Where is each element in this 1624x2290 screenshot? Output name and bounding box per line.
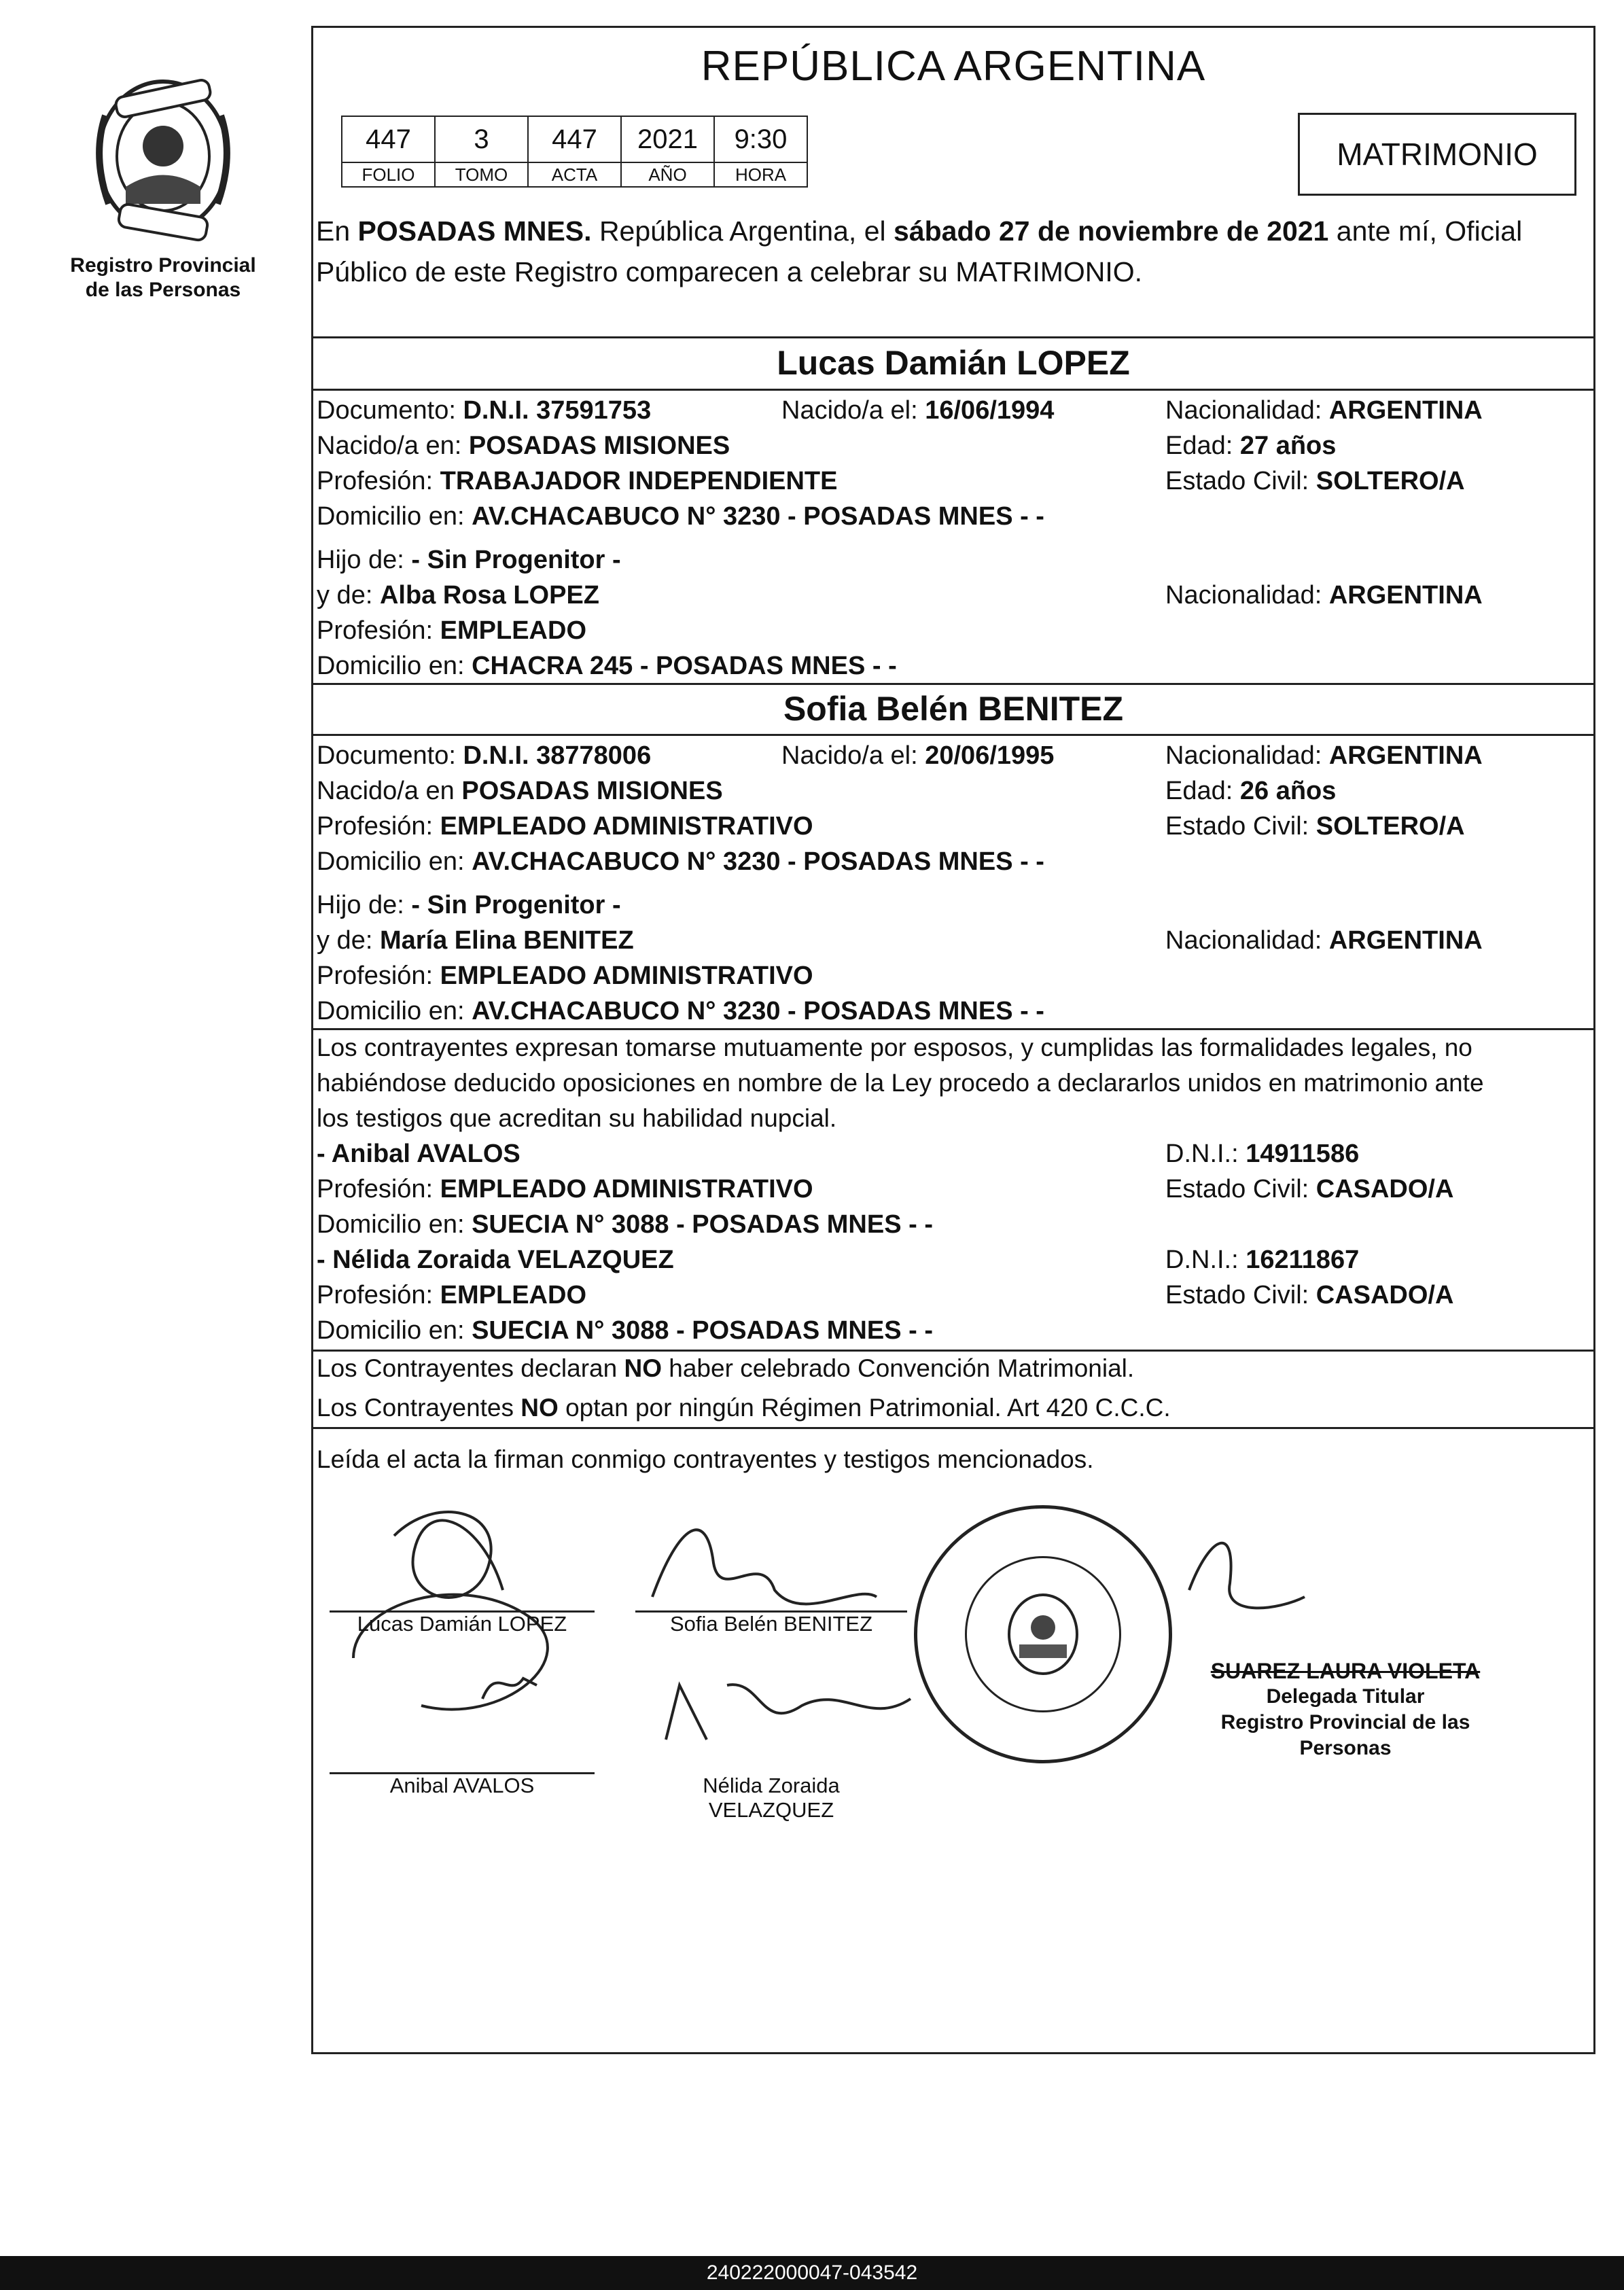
label: Domicilio en: <box>317 1210 472 1239</box>
spouse2-prof <box>317 809 813 844</box>
spouse1-parent2 <box>317 578 599 613</box>
spouse1-name: Lucas Damián LOPEZ <box>777 344 1130 382</box>
registry-name: Registro Provincial de las Personas <box>70 254 256 301</box>
value: EMPLEADO ADMINISTRATIVO <box>440 962 813 990</box>
spouse2-nat <box>1165 738 1483 773</box>
value: AV.CHACABUCO N° 3230 - POSADAS MNES - - <box>472 847 1044 876</box>
year-label: AÑO <box>621 162 714 187</box>
witness1-prof <box>317 1172 813 1207</box>
value: 27 años <box>1239 431 1337 460</box>
official-name: SUAREZ LAURA VIOLETA <box>1210 1659 1481 1683</box>
value: CHACRA 245 - POSADAS MNES - - <box>472 652 897 680</box>
label: Nacido/a en: <box>317 431 469 460</box>
document-code-bar: 240222000047-043542 <box>0 2256 1624 2290</box>
value: EMPLEADO <box>440 1281 587 1309</box>
province-seal-logo <box>78 68 248 245</box>
value: 26 años <box>1239 777 1337 805</box>
label: y de: <box>317 926 380 955</box>
label: Profesión: <box>317 962 440 990</box>
spouse1-born <box>781 393 1054 428</box>
label: y de: <box>317 581 380 610</box>
value: D.N.I. 37591753 <box>463 396 652 425</box>
spouse2-addr <box>317 844 1044 879</box>
text-bold: NO <box>624 1354 662 1382</box>
value: Alba Rosa LOPEZ <box>379 581 600 610</box>
value: SUECIA N° 3088 - POSADAS MNES - - <box>472 1316 933 1345</box>
label: Edad: <box>1165 777 1240 805</box>
acta-label: ACTA <box>528 162 621 187</box>
declaration-line: Los contrayentes expresan tomarse mutuamente por esposos, y cumplidas las formalidades legales, no <box>317 1034 1472 1061</box>
label: Profesión: <box>317 812 440 841</box>
value: ARGENTINA <box>1328 581 1483 610</box>
spouse1-civil <box>1165 463 1465 499</box>
intro-date: sábado 27 de noviembre de 2021 <box>894 215 1329 247</box>
label: Estado Civil: <box>1165 812 1316 841</box>
value: AV.CHACABUCO N° 3230 - POSADAS MNES - - <box>472 997 1044 1025</box>
hour-value: 9:30 <box>714 116 807 162</box>
value: - Nélida Zoraida VELAZQUEZ <box>317 1246 674 1274</box>
signature-witness2-label <box>635 1774 907 1822</box>
label: Domicilio en: <box>317 502 472 531</box>
folio-label: FOLIO <box>342 162 435 187</box>
value: SOLTERO/A <box>1316 467 1465 495</box>
value: 20/06/1995 <box>925 741 1055 770</box>
signature-spouse1-label: Lucas Damián LOPEZ <box>357 1612 567 1636</box>
folio-value: 447 <box>342 116 435 162</box>
handwritten-signatures <box>326 1481 1386 1821</box>
label: Nacionalidad: <box>1165 581 1329 610</box>
label: Nacionalidad: <box>1165 396 1329 425</box>
label: Domicilio en: <box>317 997 472 1025</box>
value: SUECIA N° 3088 - POSADAS MNES - - <box>472 1210 933 1239</box>
label: Documento: <box>317 396 463 425</box>
value: POSADAS MISIONES <box>461 777 723 805</box>
witness2-dni <box>1165 1242 1359 1278</box>
official-signature-block <box>1182 1658 1508 1761</box>
label: Profesión: <box>317 616 440 645</box>
official-role: Delegada Titular <box>1266 1685 1425 1708</box>
witness1-name <box>317 1136 520 1172</box>
intro-paragraph <box>316 211 1593 292</box>
intro-place: POSADAS MNES. <box>357 215 592 247</box>
divider <box>311 734 1595 736</box>
text: haber celebrado Convención Matrimonial. <box>662 1354 1135 1382</box>
spouse1-parent2-nat <box>1165 578 1483 613</box>
value: ARGENTINA <box>1328 926 1483 955</box>
signatures-intro: Leída el acta la firman conmigo contrayentes y testigos mencionados. <box>317 1445 1094 1473</box>
registry-table <box>341 116 808 188</box>
text-bold: NO <box>520 1394 559 1422</box>
convention-line1 <box>317 1351 1134 1386</box>
spouse2-parent2 <box>317 923 634 958</box>
value: EMPLEADO ADMINISTRATIVO <box>440 1175 813 1203</box>
spouse1-nat <box>1165 393 1483 428</box>
document-type-box: MATRIMONIO <box>1298 113 1576 196</box>
spouse1-birthplace <box>317 428 730 463</box>
divider <box>311 1427 1595 1429</box>
spouse1-parent2-addr <box>317 648 897 684</box>
value: 16211867 <box>1246 1246 1360 1274</box>
spouse2-birthplace <box>317 773 723 809</box>
label: Estado Civil: <box>1165 1175 1316 1203</box>
value: POSADAS MISIONES <box>468 431 730 460</box>
witness2-civil <box>1165 1278 1453 1313</box>
text: Los Contrayentes declaran <box>317 1354 624 1382</box>
value: 14911586 <box>1246 1140 1360 1168</box>
convention-line2 <box>317 1390 1171 1426</box>
signature-witness1-label: Anibal AVALOS <box>389 1774 535 1797</box>
spouse2-civil <box>1165 809 1465 844</box>
value: - Sin Progenitor - <box>411 891 621 919</box>
spouse1-parent1 <box>317 542 621 578</box>
value: - Anibal AVALOS <box>317 1140 520 1168</box>
value: D.N.I. 38778006 <box>463 741 652 770</box>
label: Nacido/a el: <box>781 741 925 770</box>
spouse1-age <box>1165 428 1336 463</box>
intro-text: República Argentina, el <box>591 215 894 247</box>
value: SOLTERO/A <box>1316 812 1465 841</box>
value: CASADO/A <box>1316 1175 1454 1203</box>
official-org: Registro Provincial de las Personas <box>1220 1711 1470 1759</box>
divider <box>311 389 1595 391</box>
value: María Elina BENITEZ <box>379 926 634 955</box>
spouse2-born <box>781 738 1054 773</box>
label: Estado Civil: <box>1165 467 1316 495</box>
label: D.N.I.: <box>1165 1140 1246 1168</box>
label: Domicilio en: <box>317 652 472 680</box>
witness2-name <box>317 1242 674 1278</box>
label: Nacido/a en <box>317 777 462 805</box>
tomo-value: 3 <box>435 116 528 162</box>
spouse1-prof <box>317 463 837 499</box>
divider <box>311 683 1595 685</box>
value: EMPLEADO ADMINISTRATIVO <box>440 812 813 841</box>
spouse2-parent2-prof <box>317 958 813 993</box>
divider <box>311 336 1595 338</box>
value: - Sin Progenitor - <box>411 546 621 574</box>
spouse2-name: Sofia Belén BENITEZ <box>783 690 1124 728</box>
text: optan por ningún Régimen Patrimonial. Art 420 C.C.C. <box>558 1394 1171 1422</box>
signature-spouse2-label: Sofia Belén BENITEZ <box>669 1612 873 1636</box>
tomo-label: TOMO <box>435 162 528 187</box>
declaration-line: los testigos que acreditan su habilidad nupcial. <box>317 1104 837 1132</box>
label: Documento: <box>317 741 463 770</box>
label: Profesión: <box>317 1175 440 1203</box>
label: Profesión: <box>317 467 440 495</box>
witness2-addr <box>317 1313 933 1348</box>
value: TRABAJADOR INDEPENDIENTE <box>440 467 838 495</box>
label: Domicilio en: <box>317 847 472 876</box>
label: Estado Civil: <box>1165 1281 1316 1309</box>
label: Nacido/a el: <box>781 396 925 425</box>
spouse1-parent2-prof <box>317 613 586 648</box>
value: 16/06/1994 <box>925 396 1055 425</box>
label: Profesión: <box>317 1281 440 1309</box>
value: AV.CHACABUCO N° 3230 - POSADAS MNES - - <box>472 502 1044 531</box>
label: Hijo de: <box>317 891 412 919</box>
spouse2-age <box>1165 773 1336 809</box>
witness1-civil <box>1165 1172 1453 1207</box>
document-title: REPÚBLICA ARGENTINA <box>701 43 1206 90</box>
spouse2-parent1 <box>317 887 621 923</box>
intro-text: En <box>316 215 358 247</box>
year-value: 2021 <box>621 116 714 162</box>
spouse2-parent2-nat <box>1165 923 1483 958</box>
name-line: Nélida Zoraida <box>703 1774 840 1797</box>
label: Edad: <box>1165 431 1240 460</box>
intro-text: ante mí, Oficial Público de este Registro comparecen a celebrar su MATRIMONIO. <box>316 215 1523 287</box>
spouse2-doc <box>317 738 651 773</box>
hour-label: HORA <box>714 162 807 187</box>
label: D.N.I.: <box>1165 1246 1246 1274</box>
registry-logo-block <box>65 68 262 302</box>
label: Nacionalidad: <box>1165 926 1329 955</box>
spouse1-doc <box>317 393 651 428</box>
acta-value: 447 <box>528 116 621 162</box>
witness2-prof <box>317 1278 586 1313</box>
value: ARGENTINA <box>1328 741 1483 770</box>
label: Nacionalidad: <box>1165 741 1329 770</box>
name-line: VELAZQUEZ <box>708 1798 834 1822</box>
witness1-dni <box>1165 1136 1359 1172</box>
spouse1-addr <box>317 499 1044 534</box>
text: Los Contrayentes <box>317 1394 521 1422</box>
declaration-line: habiéndose deducido oposiciones en nombre de la Ley procedo a declararlos unidos en matrimonio ante <box>317 1069 1484 1097</box>
value: ARGENTINA <box>1328 396 1483 425</box>
spouse2-parent2-addr <box>317 993 1044 1029</box>
stamp-seal-icon <box>999 1590 1087 1678</box>
value: EMPLEADO <box>440 616 587 645</box>
label: Domicilio en: <box>317 1316 472 1345</box>
label: Hijo de: <box>317 546 412 574</box>
witness1-addr <box>317 1207 933 1242</box>
value: CASADO/A <box>1316 1281 1454 1309</box>
